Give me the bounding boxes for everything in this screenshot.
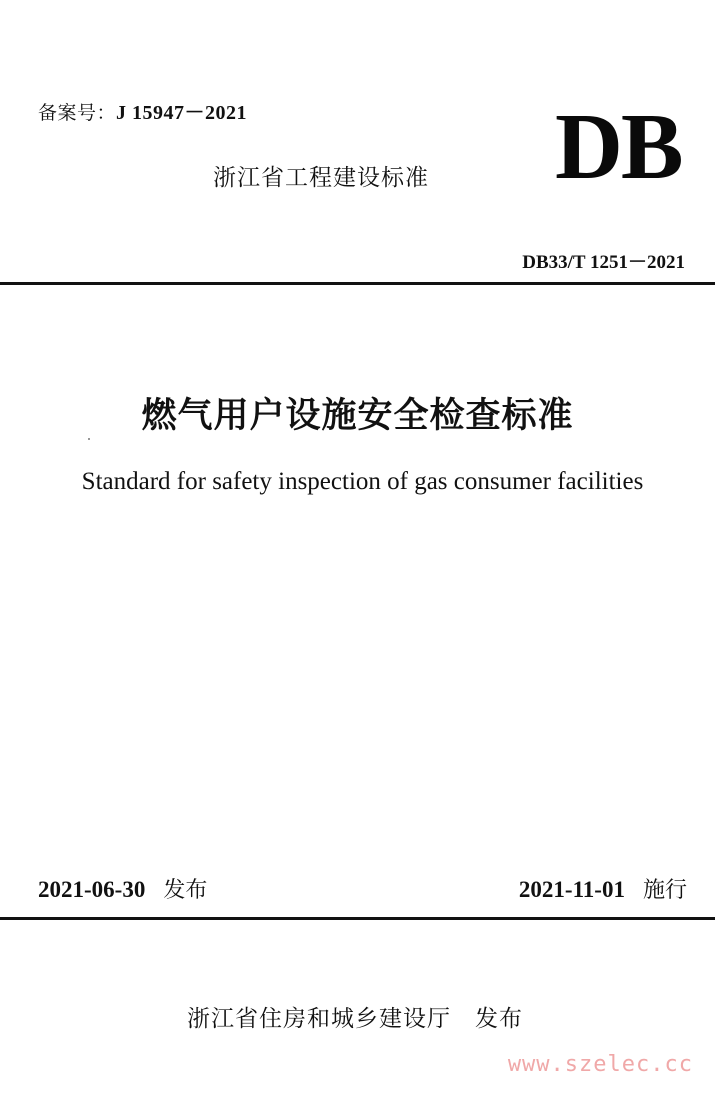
record-number-label: 备案号： — [38, 102, 117, 124]
issue-label: 发布 — [163, 878, 208, 903]
record-number-value: J 15947－2021 — [116, 102, 248, 124]
bottom-divider — [0, 917, 715, 920]
effective-date: 2021-11-01 — [518, 877, 625, 902]
title-english: Standard for safety inspection of gas consumer facilities — [81, 468, 644, 495]
watermark: www.szelec.cc — [507, 1052, 693, 1077]
top-divider — [0, 282, 715, 285]
publisher: 浙江省住房和城乡建设厅 发布 — [187, 1006, 523, 1032]
title-chinese: 燃气用户设施安全检查标准 — [141, 395, 574, 436]
record-number — [38, 96, 247, 125]
issue-date-block — [38, 873, 207, 904]
standard-category: 浙江省工程建设标准 — [213, 165, 429, 191]
effective-date-block — [519, 873, 687, 904]
standard-number: DB33/T 1251－2021 — [522, 252, 685, 273]
db-logo: DB — [555, 95, 682, 199]
scan-speck — [88, 438, 90, 440]
effective-label: 施行 — [642, 878, 687, 903]
issue-date: 2021-06-30 — [38, 877, 146, 902]
